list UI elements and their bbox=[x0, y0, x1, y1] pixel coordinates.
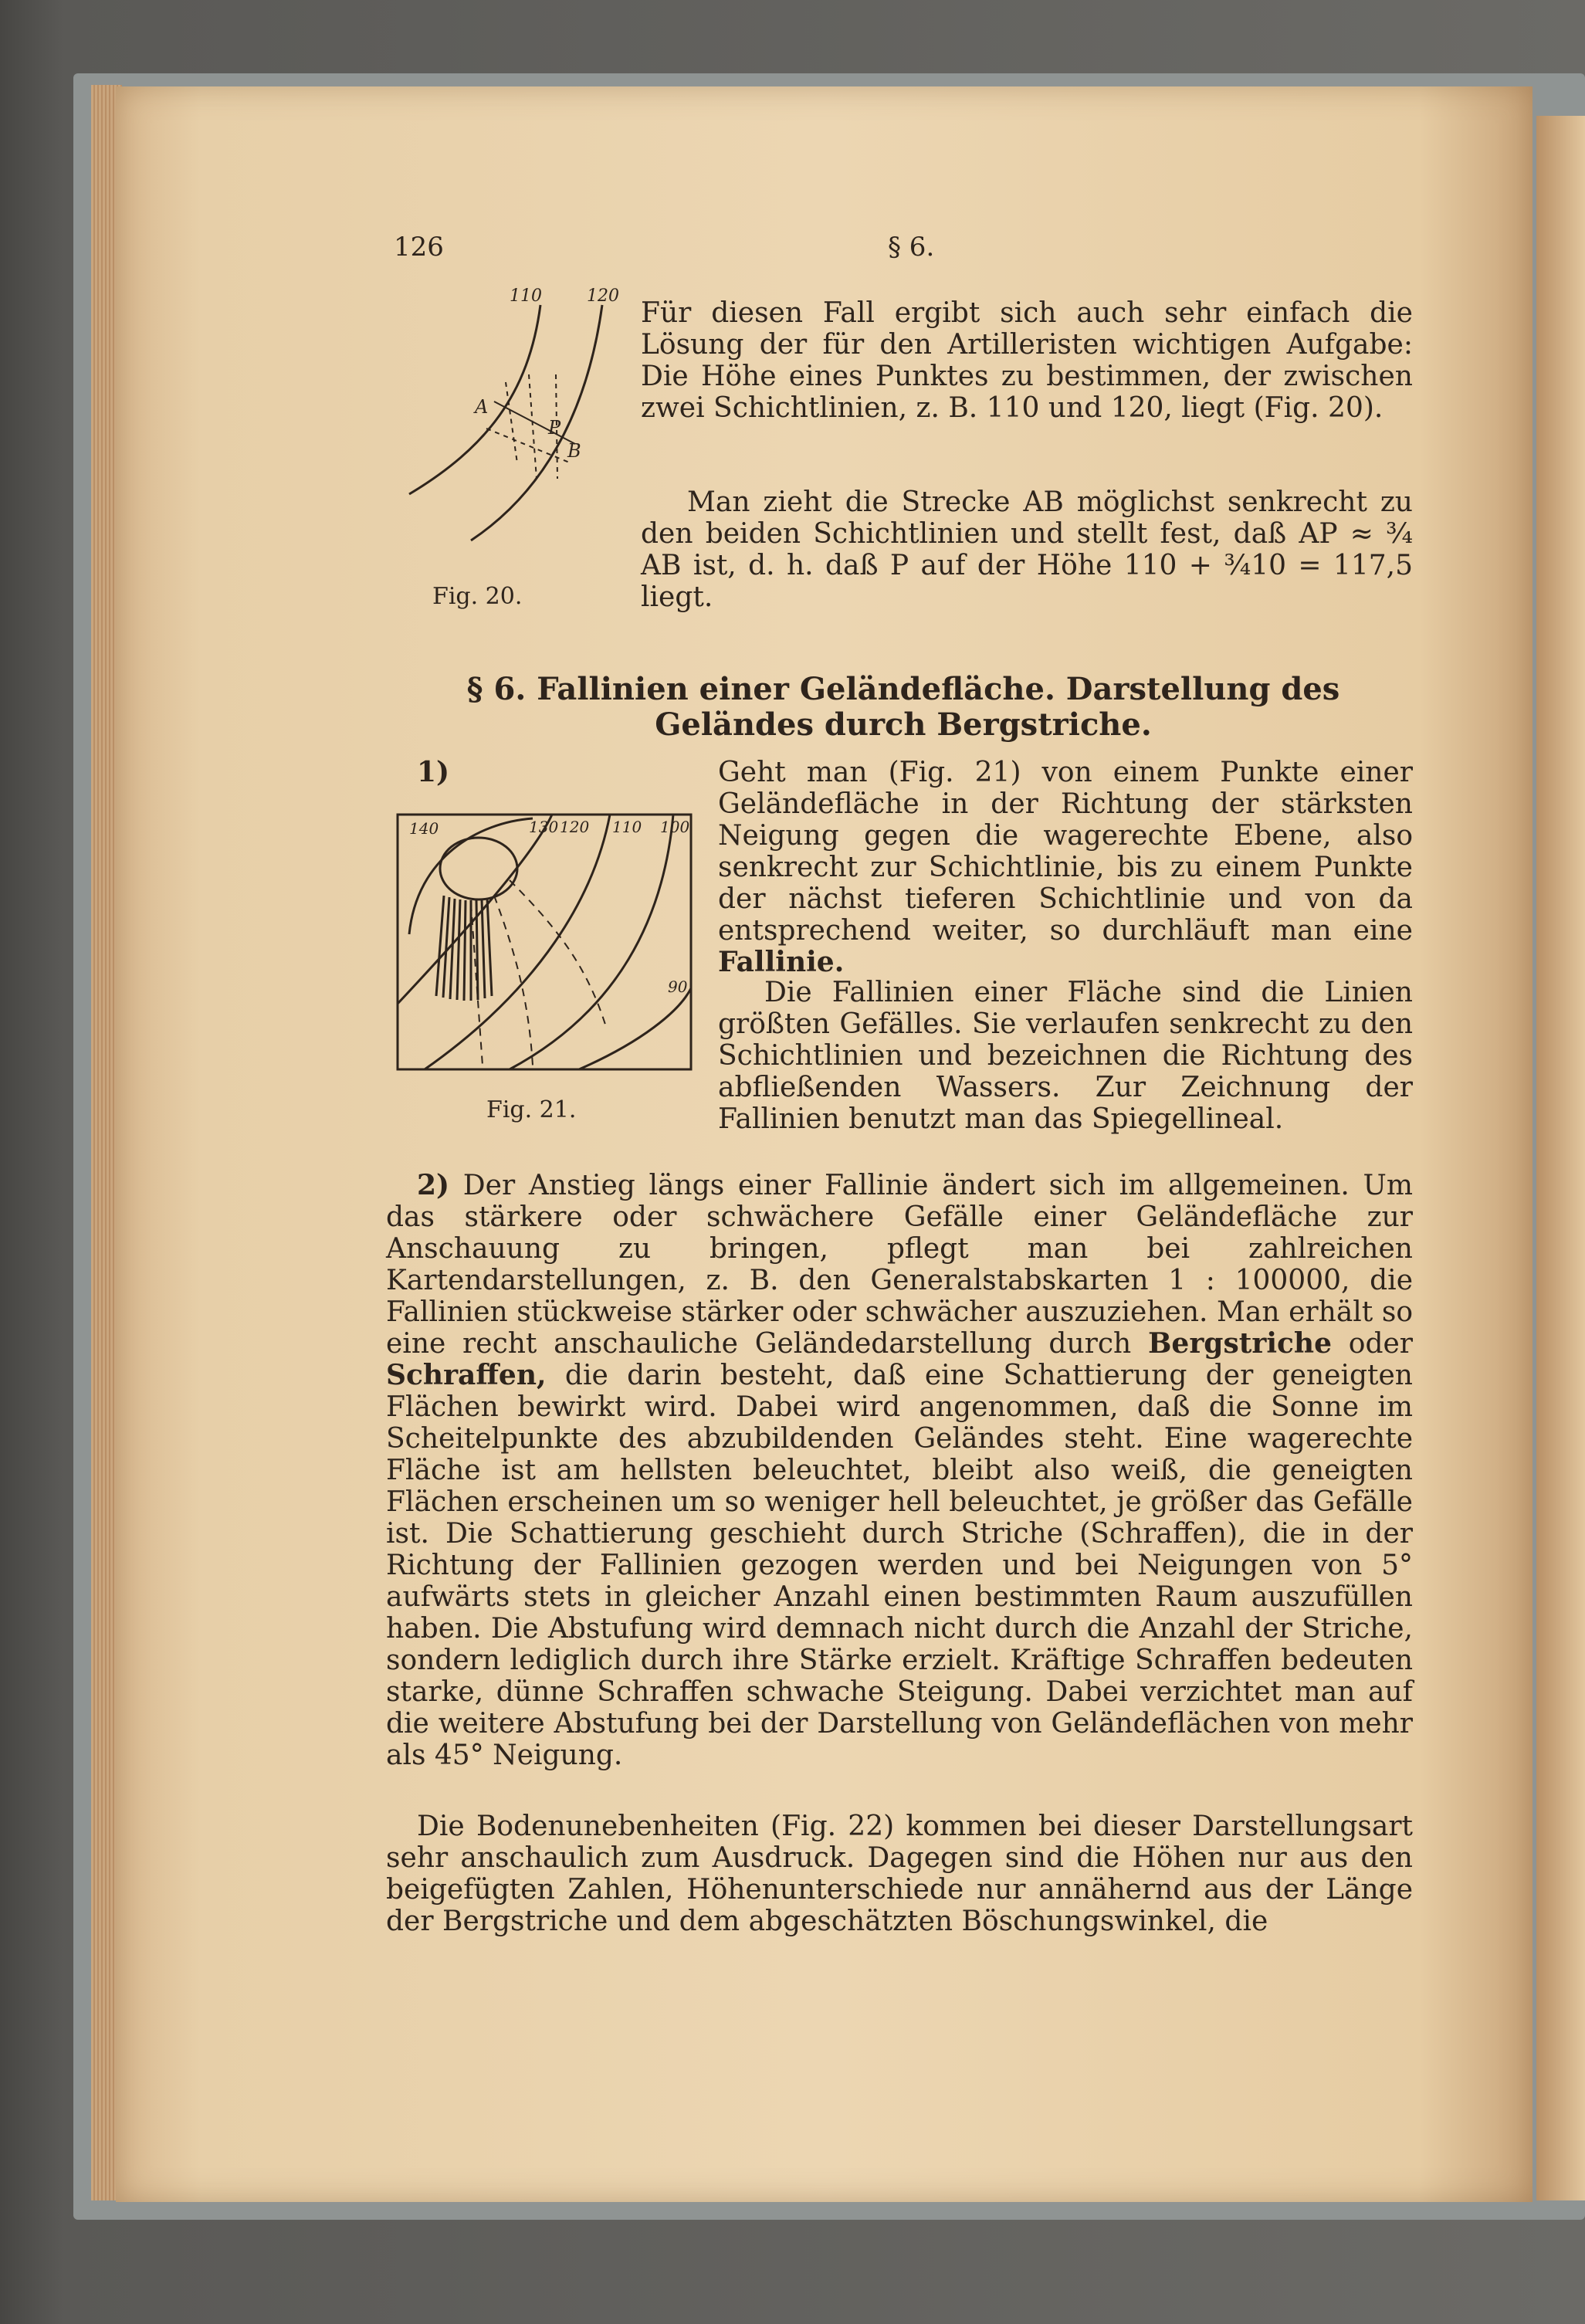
item-2-text-or: oder bbox=[1348, 1328, 1413, 1360]
item-2-term-schraffen: Schraffen, bbox=[386, 1359, 547, 1391]
figure-21 bbox=[394, 811, 695, 1073]
figure-20 bbox=[394, 286, 641, 595]
fig20-label-b: B bbox=[567, 440, 581, 462]
fig20-caption: Fig. 20. bbox=[432, 583, 523, 610]
section-number: § 6. bbox=[466, 671, 527, 707]
last-paragraph: Die Bodenunebenheiten (Fig. 22) kommen bei dieser Darstellungsart sehr anschaulich zum Ausdruck. Dagegen sind die Höhen nur aus den beigefügten Zahlen, Höhenunterschiede nur annähernd aus der Länge der Bergstriche und dem abgeschätzten Böschungswinkel, die bbox=[386, 1811, 1413, 1937]
fig21-caption: Fig. 21. bbox=[486, 1096, 577, 1123]
item-2-paragraph bbox=[386, 1170, 1413, 1771]
item-1-paragraph bbox=[718, 757, 1413, 978]
item-1-term: Fallinie. bbox=[718, 946, 845, 978]
fig21-label-90: 90 bbox=[668, 977, 688, 996]
item-1-number: 1) bbox=[417, 756, 450, 788]
item-2-text-b: die darin besteht, daß eine Schattierung der geneigten Flächen bewirkt wird. Dabei wird angenommen, daß die Sonne im Scheitelpunkte des abzubildenden Geländes steht. Eine wagerechte Fläche ist am hellsten beleuchtet, bleibt also weiß, die geneigten Flächen erscheinen um so weniger hell beleuchtet, je größer das Gefälle ist. Die Schattierung geschieht durch Striche (Schraffen), die in der Richtung der Fallinien gezogen werden und bei Neigungen von 5° aufwärts stets in gleicher Anzahl einen bestimmten Raum auszufüllen haben. Die Abstufung wird demnach nicht durch die Anzahl der Striche, sondern lediglich durch ihre Stärke erzielt. Kräftige Schraffen bedeuten starke, dünne Schraffen schwache Steigung. Dabei verzichtet man auf die weitere Abstufung bei der Darstellung von Geländeflächen von mehr als 45° Neigung. bbox=[386, 1360, 1413, 1771]
page-number: 126 bbox=[394, 232, 444, 263]
fig20-label-120: 120 bbox=[587, 286, 619, 306]
fig20-label-a: A bbox=[475, 396, 489, 418]
fig20-label-p: P bbox=[548, 417, 561, 439]
fig21-label-110: 110 bbox=[612, 818, 642, 836]
fig21-label-120: 120 bbox=[560, 818, 590, 836]
intro-paragraph-1: Für diesen Fall ergibt sich auch sehr einfach die Lösung der für den Artilleristen wichtigen Aufgabe: Die Höhe eines Punktes zu bestimmen, der zwischen zwei Schichtlinien, z. B. 110 und 120, liegt (Fig. 20). bbox=[641, 297, 1413, 424]
section-heading bbox=[386, 672, 1421, 743]
fig20-label-110: 110 bbox=[510, 286, 542, 306]
section-title: Fallinien einer Geländefläche. Darstellung des Geländes durch Bergstriche. bbox=[537, 671, 1340, 743]
item-1-paragraph-2: Die Fallinien einer Fläche sind die Linien größten Gefälles. Sie verlaufen senkrecht zu den Schichtlinien und bezeichnen die Richtung des abfließenden Wassers. Zur Zeichnung der Fallinien benutzt man das Spiegellineal. bbox=[718, 977, 1413, 1135]
item-2-number: 2) bbox=[417, 1169, 450, 1201]
running-header: § 6. bbox=[888, 232, 935, 263]
fig21-label-140: 140 bbox=[409, 819, 439, 838]
intro-paragraph-2: Man zieht die Strecke AB möglichst senkrecht zu den beiden Schichtlinien und stellt fest, daß AP ≈ ¾ AB ist, d. h. daß P auf der Höhe 110 + ¾10 = 117,5 liegt. bbox=[641, 486, 1413, 613]
item-1-text-a: Geht man (Fig. 21) von einem Punkte einer Geländefläche in der Richtung der stärksten Neigung gegen die wagerechte Ebene, also senkrecht zur Schichtlinie, bis zu einem Punkte der nächst tieferen Schichtlinie und von da entsprechend weiter, so durchläuft man eine bbox=[718, 757, 1413, 947]
item-2-term-bergstriche: Bergstriche bbox=[1147, 1327, 1332, 1360]
item-2-text-a: Der Anstieg längs einer Fallinie ändert sich im allgemeinen. Um das stärkere oder schwächere Gefälle einer Geländefläche zur Anschauung zu bringen, pflegt man bei zahlreichen Kartendarstellungen, z. B. den Generalstabskarten 1 : 100000, die Fallinien stückweise stärker oder schwächer auszuziehen. Man erhält so eine recht anschauliche Geländedarstellung durch bbox=[386, 1170, 1413, 1360]
facing-page-edge bbox=[1536, 116, 1585, 2200]
fig21-label-130: 130 bbox=[529, 818, 559, 836]
fig21-label-100: 100 bbox=[660, 818, 690, 836]
